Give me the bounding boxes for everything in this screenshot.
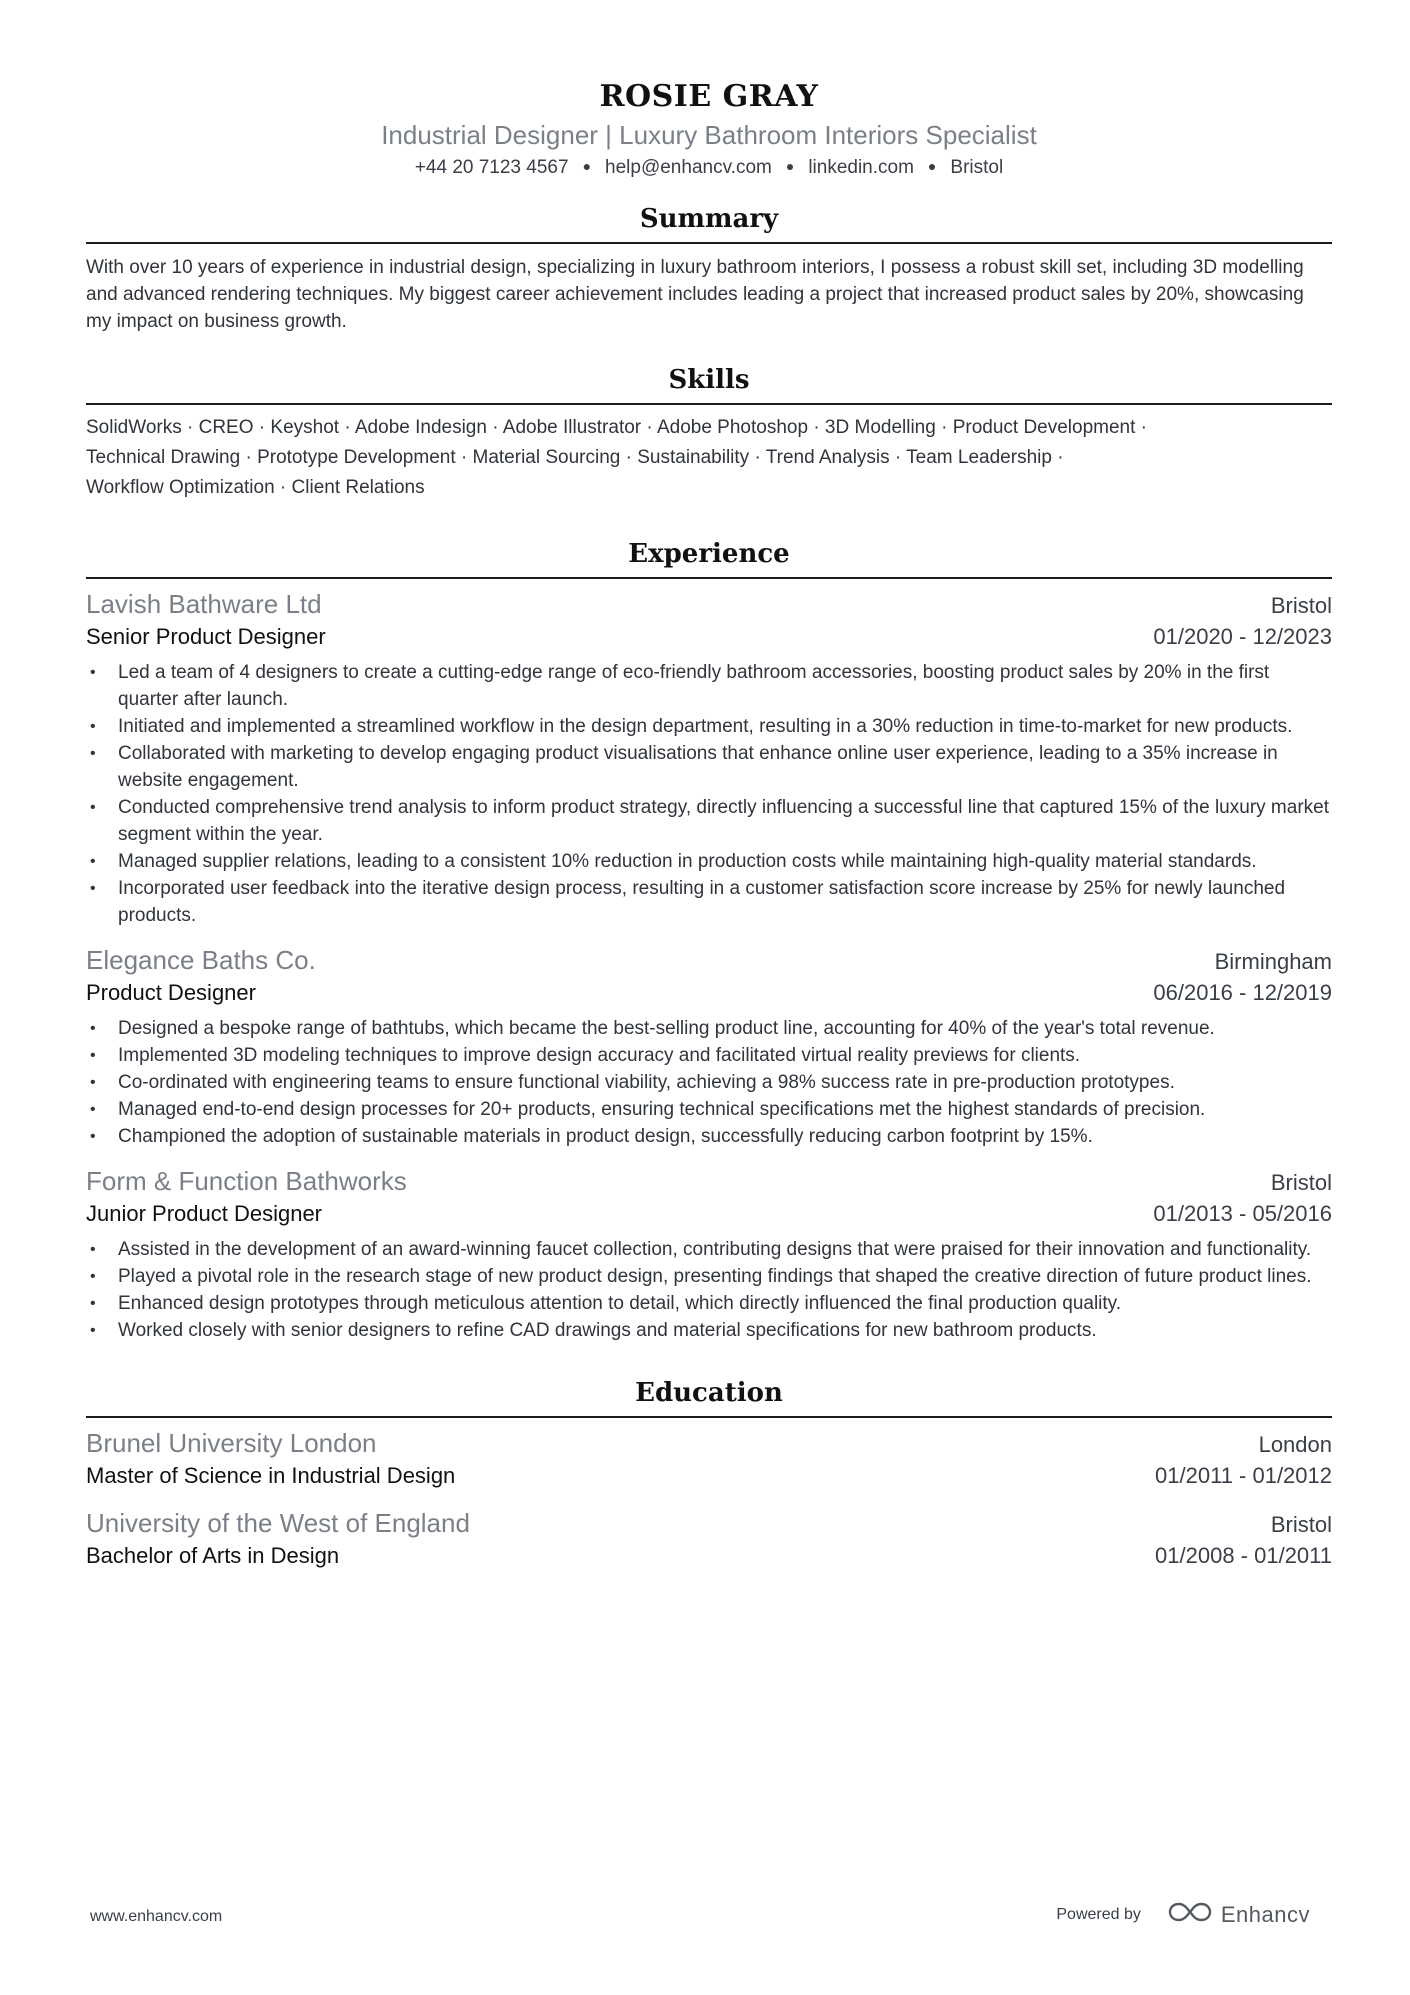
section-divider xyxy=(86,1416,1332,1418)
degree-name: Master of Science in Industrial Design xyxy=(86,1463,456,1488)
achievement-item: • Played a pivotal role in the research stage of new product design, presenting findings that shaped the creative direction of future product lines. xyxy=(86,1263,1332,1290)
section-divider xyxy=(86,242,1332,244)
job-dates: 01/2020 - 12/2023 xyxy=(1153,624,1332,649)
separator-dot: ● xyxy=(582,158,592,174)
achievement-list xyxy=(86,1236,1332,1344)
separator-dot: ● xyxy=(927,158,937,174)
job-location: Birmingham xyxy=(1214,949,1332,974)
candidate-name: ROSIE GRAY xyxy=(599,79,819,114)
entry-header-row xyxy=(86,943,1332,977)
achievement-item: • Managed end-to-end design processes for 20+ products, ensuring technical specifications met the highest standards of precision. xyxy=(86,1096,1332,1123)
job-dates: 06/2016 - 12/2019 xyxy=(1153,980,1332,1005)
section-divider xyxy=(86,577,1332,579)
footer-branding[interactable] xyxy=(1056,1900,1310,1929)
job-location: Bristol xyxy=(1270,1170,1332,1195)
education-heading: Education xyxy=(635,1378,783,1408)
enhancv-brand-name: Enhancv xyxy=(1220,1901,1310,1927)
experience-heading: Experience xyxy=(628,539,790,569)
company-name: Lavish Bathware Ltd xyxy=(86,589,322,619)
contact-line xyxy=(86,154,1332,180)
summary-section xyxy=(86,202,1332,335)
achievement-item: • Worked closely with senior designers to refine CAD drawings and material specifications for new bathroom products. xyxy=(86,1317,1332,1344)
degree-name: Bachelor of Arts in Design xyxy=(86,1543,340,1568)
linkedin-link[interactable]: linkedin.com xyxy=(808,157,914,178)
entry-role-row xyxy=(86,621,1332,653)
achievement-list xyxy=(86,1015,1332,1150)
achievement-item: • Conducted comprehensive trend analysis to inform product strategy, directly influencing a successful line that captured 15% of the luxury market segment within the year. xyxy=(86,794,1332,848)
company-name: Elegance Baths Co. xyxy=(86,945,316,975)
entry-degree-row xyxy=(86,1540,1332,1572)
education-dates: 01/2008 - 01/2011 xyxy=(1155,1543,1332,1568)
entry-role-row xyxy=(86,977,1332,1009)
school-location: London xyxy=(1258,1432,1332,1457)
education-section xyxy=(86,1376,1332,1572)
skills-heading: Skills xyxy=(668,365,750,395)
summary-text: With over 10 years of experience in industrial design, specializing in luxury bathroom interiors, I possess a robust skill set, including 3D modelling and advanced rendering techniques. My biggest career achievement includes leading a project that increased product sales by 20%, showcasing my impact on business growth. xyxy=(86,257,1304,332)
candidate-title: Industrial Designer | Luxury Bathroom Interiors Specialist xyxy=(381,120,1037,150)
education-dates: 01/2011 - 01/2012 xyxy=(1155,1463,1332,1488)
footer-website-link[interactable]: www.enhancv.com xyxy=(90,1908,223,1925)
entry-header-row xyxy=(86,1506,1332,1540)
achievement-item: • Implemented 3D modeling techniques to improve design accuracy and facilitated virtual reality previews for clients. xyxy=(86,1042,1332,1069)
achievement-item: • Led a team of 4 designers to create a cutting-edge range of eco-friendly bathroom accessories, boosting product sales by 20% in the first quarter after launch. xyxy=(86,659,1332,713)
achievement-item: • Designed a bespoke range of bathtubs, which became the best-selling product line, accounting for 40% of the year's total revenue. xyxy=(86,1015,1332,1042)
education-entry xyxy=(86,1426,1332,1492)
company-name: Form & Function Bathworks xyxy=(86,1166,407,1196)
achievement-item: • Championed the adoption of sustainable materials in product design, successfully reducing carbon footprint by 15%. xyxy=(86,1123,1332,1150)
powered-by-label: Powered by xyxy=(1056,1905,1141,1923)
skills-list xyxy=(86,413,1332,503)
job-role: Senior Product Designer xyxy=(86,624,326,649)
entry-degree-row xyxy=(86,1460,1332,1492)
entry-role-row xyxy=(86,1198,1332,1230)
enhancv-infinity-logo-icon xyxy=(1167,1900,1213,1929)
location: Bristol xyxy=(950,157,1004,178)
experience-entry xyxy=(86,1164,1332,1344)
job-location: Bristol xyxy=(1270,593,1332,618)
phone: +44 20 7123 4567 xyxy=(414,157,569,178)
achievement-item: • Managed supplier relations, leading to a consistent 10% reduction in production costs while maintaining high-quality material standards. xyxy=(86,848,1332,875)
email-link[interactable]: help@enhancv.com xyxy=(605,157,772,178)
job-role: Product Designer xyxy=(86,980,256,1005)
achievement-item: • Initiated and implemented a streamlined workflow in the design department, resulting in a 30% reduction in time-to-market for new products. xyxy=(86,713,1332,740)
education-entry xyxy=(86,1506,1332,1572)
skills-line: Workflow Optimization · Client Relations xyxy=(86,477,425,498)
job-role: Junior Product Designer xyxy=(86,1201,323,1226)
entry-header-row xyxy=(86,1426,1332,1460)
experience-entry xyxy=(86,943,1332,1150)
achievement-item: • Enhanced design prototypes through meticulous attention to detail, which directly influenced the final production quality. xyxy=(86,1290,1332,1317)
achievement-list xyxy=(86,659,1332,929)
separator-dot: ● xyxy=(785,158,795,174)
entry-header-row xyxy=(86,1164,1332,1198)
experience-section xyxy=(86,537,1332,1344)
school-name: Brunel University London xyxy=(86,1428,377,1458)
achievement-item: • Co-ordinated with engineering teams to ensure functional viability, achieving a 98% success rate in pre-production prototypes. xyxy=(86,1069,1332,1096)
achievement-item: • Assisted in the development of an award-winning faucet collection, contributing designs that were praised for their innovation and functionality. xyxy=(86,1236,1332,1263)
skills-line: SolidWorks · CREO · Keyshot · Adobe Indesign · Adobe Illustrator · Adobe Photoshop · 3D Modelling · Product Development · xyxy=(86,417,1148,438)
resume-page xyxy=(86,0,1332,1572)
entry-header-row xyxy=(86,587,1332,621)
school-location: Bristol xyxy=(1270,1512,1332,1537)
skills-section xyxy=(86,363,1332,503)
skills-line: Technical Drawing · Prototype Development · Material Sourcing · Sustainability · Trend Analysis · Team Leadership · xyxy=(86,447,1064,468)
achievement-item: • Collaborated with marketing to develop engaging product visualisations that enhance online user experience, leading to a 35% increase in website engagement. xyxy=(86,740,1332,794)
section-divider xyxy=(86,403,1332,405)
job-dates: 01/2013 - 05/2016 xyxy=(1153,1201,1332,1226)
summary-heading: Summary xyxy=(639,204,779,234)
achievement-item: • Incorporated user feedback into the iterative design process, resulting in a customer satisfaction score increase by 25% for newly launched products. xyxy=(86,875,1332,929)
experience-entry xyxy=(86,587,1332,929)
school-name: University of the West of England xyxy=(86,1508,470,1538)
